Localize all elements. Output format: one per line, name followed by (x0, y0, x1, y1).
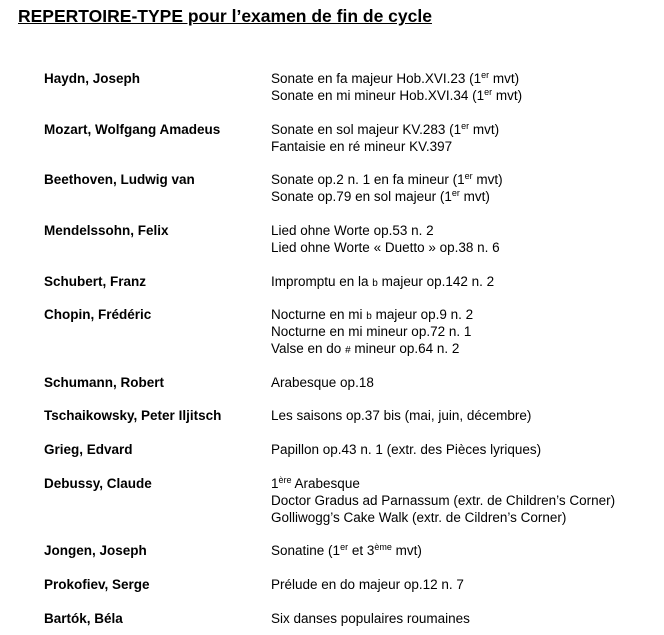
sharp-symbol: # (345, 345, 351, 356)
work-text: mvt) (492, 88, 523, 103)
work-text: Papillon op.43 n. 1 (extr. des Pièces lyriques) (271, 442, 542, 457)
ordinal-superscript: ème (374, 542, 392, 552)
work-text: Sonate op.79 en sol majeur (1 (271, 189, 452, 204)
work-title (271, 306, 473, 323)
work-text: Sonate en fa majeur Hob.XVI.23 (1 (271, 71, 482, 86)
work-title (271, 509, 615, 526)
composer-name: Prokofiev, Serge (44, 577, 150, 592)
work-text: majeur op.9 n. 2 (371, 307, 474, 322)
works-list (271, 374, 374, 391)
work-text: Six danses populaires roumaines (271, 611, 470, 626)
work-title (271, 492, 615, 509)
composer-name: Mendelssohn, Felix (44, 223, 169, 238)
ordinal-superscript: er (484, 87, 493, 97)
works-list (271, 121, 499, 155)
works-list (271, 171, 503, 205)
work-title (271, 576, 464, 593)
flat-symbol: b (366, 311, 372, 322)
work-title (271, 171, 503, 188)
work-title (271, 340, 473, 357)
works-list (271, 610, 470, 627)
works-list (271, 306, 473, 357)
work-text: mvt) (391, 543, 422, 558)
composer-name: Beethoven, Ludwig van (44, 172, 195, 187)
work-text: mvt) (489, 71, 520, 86)
page-title: REPERTOIRE-TYPE pour l’examen de fin de cycle (18, 6, 432, 26)
ordinal-superscript: ère (278, 475, 292, 485)
work-title (271, 188, 503, 205)
composer-name: Tschaikowsky, Peter Iljitsch (44, 408, 222, 423)
work-title (271, 407, 531, 424)
work-text: Lied ohne Worte « Duetto » op.38 n. 6 (271, 240, 500, 255)
work-text: Nocturne en mi mineur op.72 n. 1 (271, 324, 472, 339)
works-list (271, 475, 615, 526)
work-text: Prélude en do majeur op.12 n. 7 (271, 577, 464, 592)
works-list (271, 273, 494, 290)
work-text: mvt) (469, 122, 500, 137)
work-text: Doctor Gradus ad Parnassum (extr. de Children’s Corner) (271, 493, 616, 508)
composer-name: Jongen, Joseph (44, 543, 147, 558)
work-text: Fantaisie en ré mineur KV.397 (271, 139, 453, 154)
composer-name: Grieg, Edvard (44, 442, 133, 457)
composer-name: Chopin, Frédéric (44, 307, 152, 322)
work-title (271, 542, 422, 559)
work-title (271, 475, 615, 492)
work-title (271, 374, 374, 391)
ordinal-superscript: er (461, 121, 470, 131)
work-title (271, 239, 500, 256)
flat-symbol: b (372, 278, 378, 289)
works-list (271, 407, 531, 424)
work-title (271, 610, 470, 627)
work-text: mvt) (472, 172, 503, 187)
work-title (271, 273, 494, 290)
composer-name: Haydn, Joseph (44, 71, 141, 86)
composer-name: Schubert, Franz (44, 274, 147, 289)
ordinal-superscript: er (481, 70, 490, 80)
work-text: Nocturne en mi (271, 307, 367, 322)
ordinal-superscript: er (340, 542, 349, 552)
work-text: Impromptu en la (271, 274, 373, 289)
work-text: mineur op.64 n. 2 (350, 341, 460, 356)
ordinal-superscript: er (464, 171, 473, 181)
work-text: Valse en do (271, 341, 346, 356)
work-text: Sonatine (1 (271, 543, 341, 558)
work-text: 1 (271, 476, 279, 491)
works-list (271, 441, 541, 458)
work-text: et 3 (348, 543, 375, 558)
composer-name: Bartók, Béla (44, 611, 123, 626)
work-text: Les saisons op.37 bis (mai, juin, décembre) (271, 408, 532, 423)
works-list (271, 222, 500, 256)
work-text: Lied ohne Worte op.53 n. 2 (271, 223, 434, 238)
works-list (271, 542, 422, 559)
work-text: Arabesque (291, 476, 360, 491)
ordinal-superscript: er (451, 188, 460, 198)
work-title (271, 222, 500, 239)
composer-name: Mozart, Wolfgang Amadeus (44, 122, 221, 137)
work-title (271, 87, 522, 104)
work-text: Arabesque op.18 (271, 375, 374, 390)
work-text: Golliwogg’s Cake Walk (extr. de Cildren’s Corner) (271, 510, 567, 525)
composer-name: Debussy, Claude (44, 476, 152, 491)
works-list (271, 70, 522, 104)
composer-name: Schumann, Robert (44, 375, 165, 390)
work-text: Sonate op.2 n. 1 en fa mineur (1 (271, 172, 465, 187)
work-text: Sonate en mi mineur Hob.XVI.34 (1 (271, 88, 485, 103)
works-list (271, 576, 464, 593)
work-title (271, 121, 499, 138)
work-title (271, 441, 541, 458)
work-text: Sonate en sol majeur KV.283 (1 (271, 122, 462, 137)
work-title (271, 70, 522, 87)
work-title (271, 323, 473, 340)
work-text: mvt) (459, 189, 490, 204)
work-text: majeur op.142 n. 2 (377, 274, 495, 289)
work-title (271, 138, 499, 155)
